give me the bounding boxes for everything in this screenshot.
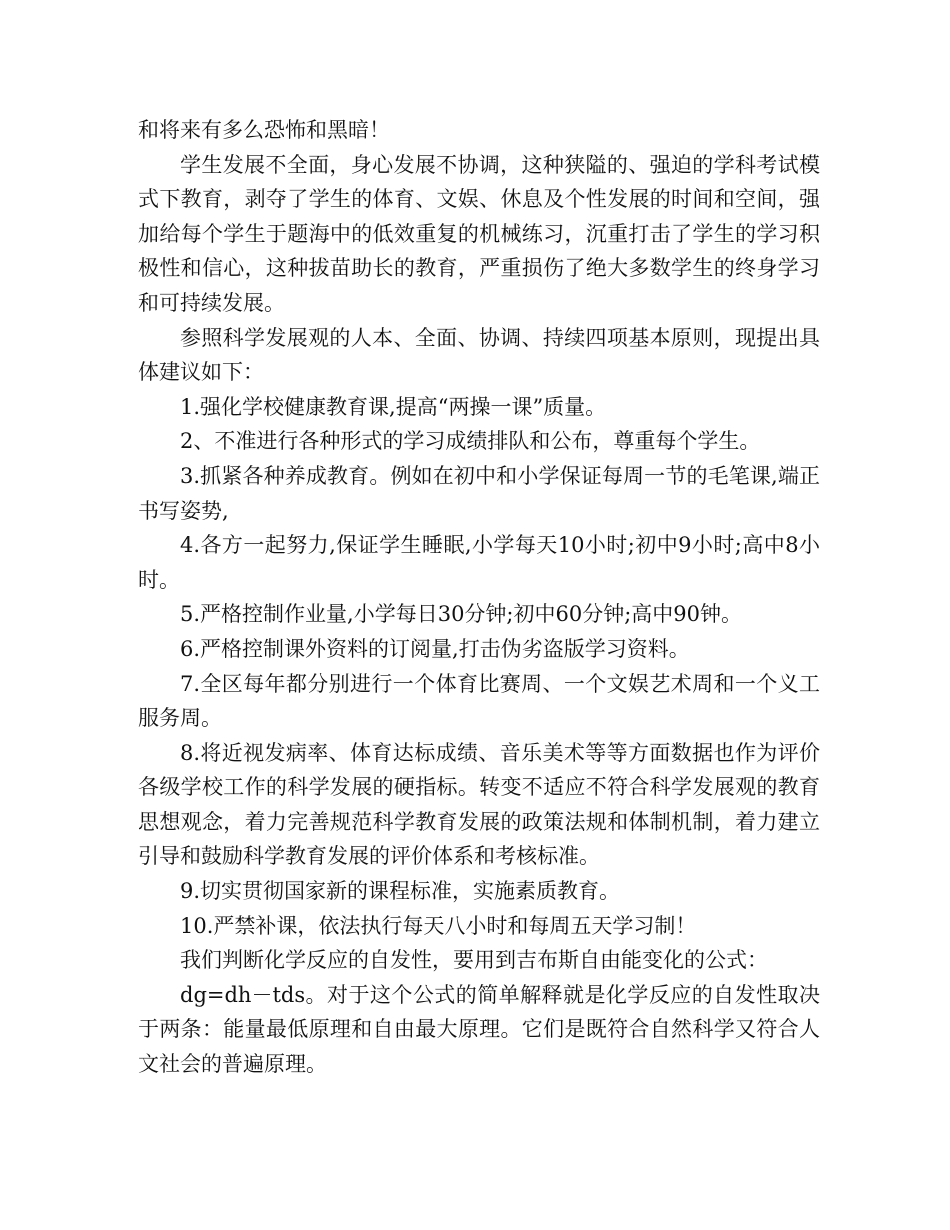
list-item-1: 1.强化学校健康教育课,提高“两操一课”质量。 <box>180 394 607 419</box>
paragraph-gibbs-formula: dg=dh－tds。对于这个公式的简单解释就是化学反应的自发性取决于两条：能量最低原理和自由最大原理。它们是既符合自然科学又符合人文社会的普遍原理。 <box>138 982 820 1077</box>
list-item-6: 6.严格控制课外资料的订阅量,打击伪劣盗版学习资料。 <box>180 636 690 661</box>
list-item-7: 7.全区每年都分别进行一个体育比赛周、一个文娱艺术周和一个义工服务周。 <box>138 671 820 731</box>
paragraph-continuation: 和将来有多么恐怖和黑暗！ <box>138 118 390 142</box>
list-item-10: 10.严禁补课，依法执行每天八小时和每周五天学习制！ <box>180 913 697 938</box>
paragraph-gibbs-intro: 我们判断化学反应的自发性，要用到吉布斯自由能变化的公式： <box>180 948 768 973</box>
paragraph-suggestions-intro: 参照科学发展观的人本、全面、协调、持续四项基本原则，现提出具体建议如下： <box>138 325 820 385</box>
list-item-5: 5.严格控制作业量,小学每日30分钟;初中60分钟;高中90钟。 <box>180 602 743 627</box>
list-item-9: 9.切实贯彻国家新的课程标准，实施素质教育。 <box>180 879 621 904</box>
list-item-2: 2、不准进行各种形式的学习成绩排队和公布，尊重每个学生。 <box>180 429 761 454</box>
document-body <box>138 113 820 1082</box>
list-item-4: 4.各方一起努力,保证学生睡眠,小学每天10小时;初中9小时;高中8小时。 <box>138 533 820 592</box>
list-item-8: 8.将近视发病率、体育达标成绩、音乐美术等等方面数据也作为评价各级学校工作的科学发展的硬指标。转变不适应不符合科学发展观的教育思想观念，着力完善规范科学教育发展的政策法规和体制机制，着力建立引导和鼓励科学教育发展的评价体系和考核标准。 <box>138 740 820 869</box>
list-item-3: 3.抓紧各种养成教育。例如在初中和小学保证每周一节的毛笔课,端正书写姿势, <box>138 463 820 523</box>
paragraph-student-development: 学生发展不全面，身心发展不协调，这种狭隘的、强迫的学科考试模式下教育，剥夺了学生的体育、文娱、休息及个性发展的时间和空间，强加给每个学生于题海中的低效重复的机械练习，沉重打击了学生的学习积极性和信心，这种拔苗助长的教育，严重损伤了绝大多数学生的终身学习和可持续发展。 <box>138 152 820 315</box>
